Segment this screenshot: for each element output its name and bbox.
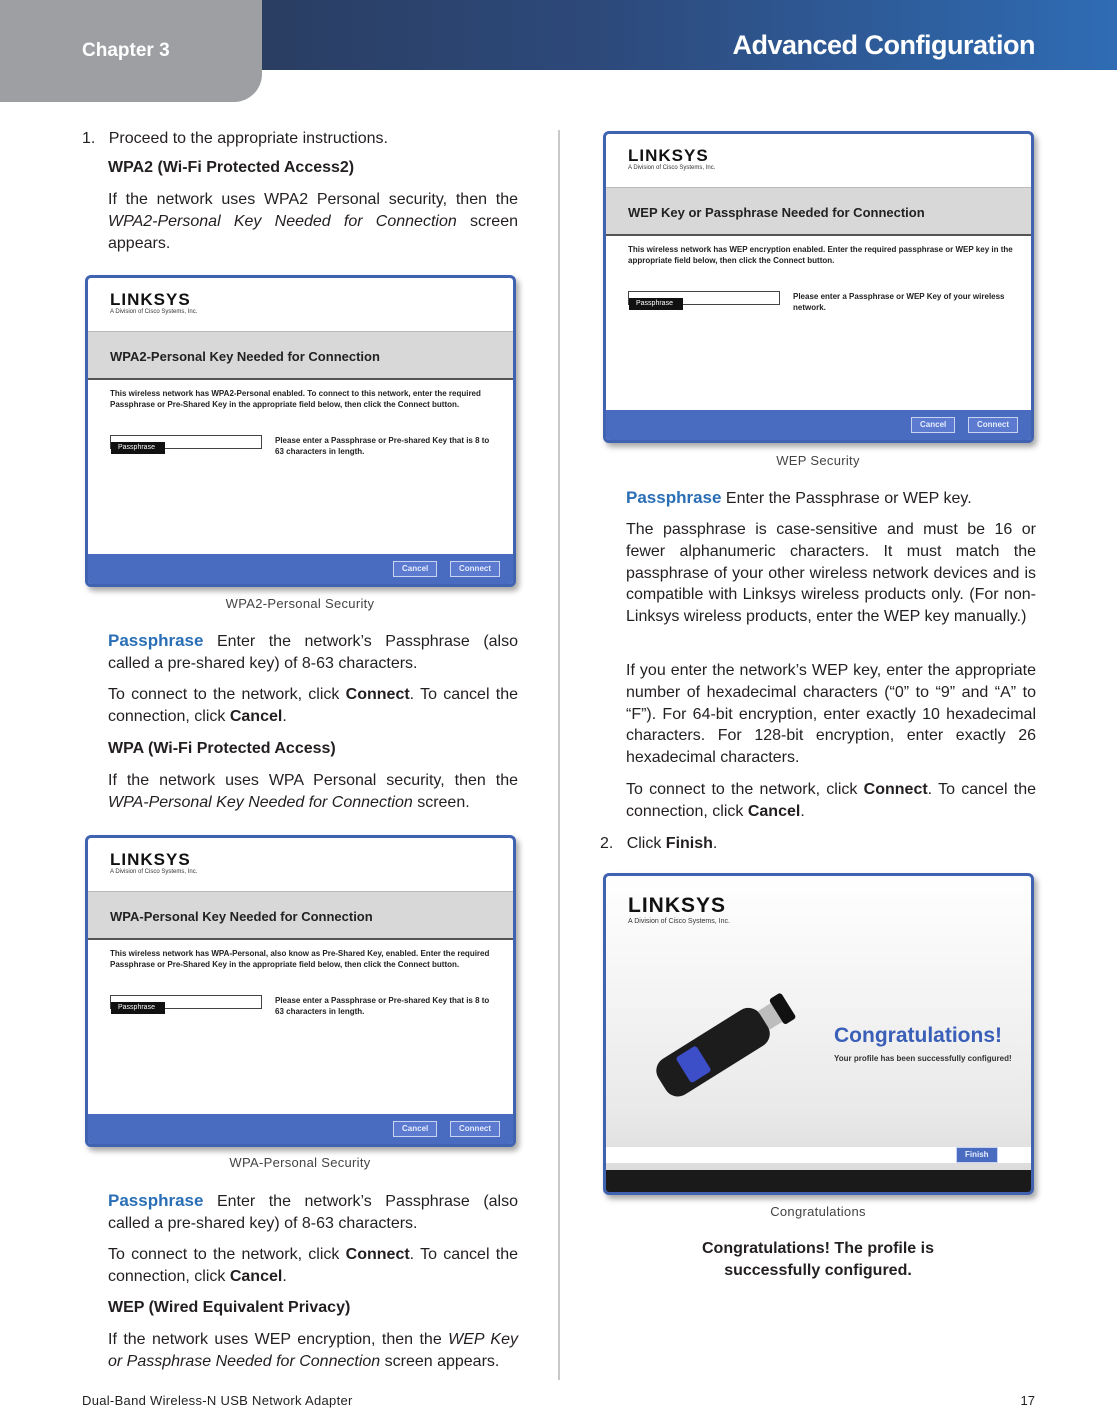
- passphrase-label: Passphrase: [629, 298, 683, 310]
- section-title: Advanced Configuration: [732, 30, 1035, 60]
- text-span: screen appears.: [380, 1352, 500, 1370]
- step-1: [82, 128, 522, 150]
- button-bar: [88, 554, 513, 584]
- wep-screenshot: [603, 131, 1034, 443]
- screen-title: WPA-Personal Key Needed for Connection: [110, 909, 373, 924]
- congratulations-message: Your profile has been successfully configured!: [834, 1054, 1012, 1063]
- screen-name: WEP Key or Passphrase Needed for Connection: [108, 1331, 518, 1370]
- connect-button[interactable]: Connect: [968, 417, 1018, 433]
- text-span: .: [800, 802, 805, 820]
- passphrase-hint: Please enter a Passphrase or Pre-shared Key that is 8 to 63 characters in length.: [275, 996, 490, 1016]
- text-span: . To cancel the connection, click: [108, 1246, 518, 1285]
- caption-congratulations: Congratulations: [770, 1204, 866, 1219]
- passphrase-hint: Please enter a Passphrase or Pre-shared Key that is 8 to 63 characters in length.: [275, 436, 490, 456]
- passphrase-label: Passphrase: [111, 442, 165, 454]
- logo-subtitle: A Division of Cisco Systems, Inc.: [110, 869, 198, 875]
- logo-subtitle: A Division of Cisco Systems, Inc.: [628, 165, 716, 171]
- page-number: 17: [1020, 1393, 1035, 1408]
- screen-description: This wireless network has WPA2-Personal enabled. To connect to this network, enter the required Passphrase or Pre-Shared Key in the appropriate field below, then click the Connect button.: [110, 389, 481, 409]
- wpa2-heading: WPA2 (Wi-Fi Protected Access2): [108, 159, 355, 176]
- passphrase-term: Passphrase: [626, 488, 722, 507]
- screen-title-bar: [88, 331, 513, 380]
- footer-product: Dual-Band Wireless-N USB Network Adapter: [82, 1393, 353, 1408]
- caption-wpa2: WPA2-Personal Security: [225, 596, 375, 611]
- screen-title-bar: [88, 891, 513, 940]
- passphrase-term: Passphrase: [108, 1191, 204, 1210]
- logo-subtitle: A Division of Cisco Systems, Inc.: [110, 309, 198, 315]
- button-row: [606, 1147, 1031, 1163]
- bottom-bar: [606, 1170, 1031, 1192]
- text-span: .: [712, 835, 718, 852]
- cancel-button[interactable]: Cancel: [393, 561, 437, 577]
- text-span: Enter the Passphrase or WEP key.: [721, 490, 972, 507]
- text-span: If the network uses WEP encryption, then the: [108, 1331, 449, 1348]
- passphrase-paragraph-2: [108, 1190, 518, 1235]
- linksys-logo: LINKSYS: [110, 850, 191, 869]
- caption-wpa: WPA-Personal Security: [229, 1155, 371, 1170]
- wpa-heading: WPA (Wi-Fi Protected Access): [108, 740, 336, 757]
- finish-button[interactable]: Finish: [956, 1147, 998, 1163]
- text-span: . To cancel the connection, click: [626, 781, 1036, 820]
- cancel-button[interactable]: Cancel: [911, 417, 955, 433]
- congratulations-title: Congratulations!: [834, 1024, 1002, 1047]
- wpa-screenshot: [85, 835, 516, 1147]
- passphrase-hint: Please enter a Passphrase or WEP Key of your wireless network.: [793, 292, 1005, 312]
- chapter-tab: [0, 0, 262, 102]
- caption-wep: WEP Security: [776, 453, 860, 468]
- text-span: Enter the network’s Passphrase (also called a pre-shared key) of 8-63 characters.: [108, 633, 518, 672]
- finish-term: Finish: [665, 835, 713, 852]
- text-span: screen.: [412, 793, 470, 811]
- connect-paragraph-3: [626, 779, 1036, 823]
- text-span: To connect to the network, click: [626, 781, 864, 798]
- connect-paragraph-2: [108, 1244, 518, 1288]
- screen-title: WPA2-Personal Key Needed for Connection: [110, 349, 380, 364]
- screen-title-bar: [606, 187, 1031, 236]
- congratulations-screenshot: [603, 873, 1034, 1195]
- passphrase-field[interactable]: [628, 291, 780, 305]
- connect-paragraph-1: [108, 684, 518, 728]
- text-span: screen appears.: [108, 212, 518, 252]
- wep-paragraph: [108, 1329, 518, 1373]
- step-number: 2.: [600, 835, 614, 852]
- chapter-label: Chapter 3: [82, 40, 170, 61]
- cancel-term: Cancel: [229, 707, 283, 725]
- linksys-logo: LINKSYS: [628, 894, 727, 917]
- text-span: Enter the network’s Passphrase (also called a pre-shared key) of 8-63 characters.: [108, 1193, 518, 1232]
- screen-title: WEP Key or Passphrase Needed for Connection: [628, 205, 925, 220]
- passphrase-detail: The passphrase is case-sensitive and must be 16 or fewer alphanumeric characters. It must match the passphrase of your other wireless network devices and is compatible with Linksys wireless products only. (For non-Linksys wireless products, enter the WEP key manually.): [626, 521, 1036, 626]
- step-text: Proceed to the appropriate instructions.: [108, 130, 388, 147]
- button-bar: [88, 1114, 513, 1144]
- passphrase-paragraph-3: [626, 487, 1036, 510]
- cancel-term: Cancel: [229, 1267, 283, 1285]
- cancel-term: Cancel: [747, 802, 801, 820]
- linksys-logo: LINKSYS: [628, 146, 709, 165]
- text-span: To connect to the network, click: [108, 686, 346, 703]
- passphrase-term: Passphrase: [108, 631, 204, 650]
- cancel-button[interactable]: Cancel: [393, 1121, 437, 1137]
- connect-term: Connect: [345, 686, 410, 703]
- column-divider: [558, 130, 560, 1380]
- screen-name: WPA2-Personal Key Needed for Connection: [108, 212, 457, 230]
- passphrase-field[interactable]: [110, 995, 262, 1009]
- wpa2-paragraph: [108, 189, 518, 254]
- logo-subtitle: A Division of Cisco Systems, Inc.: [628, 918, 730, 925]
- text-span: If the network uses WPA Personal security, then the: [108, 772, 518, 789]
- passphrase-field[interactable]: [110, 435, 262, 449]
- button-bar: [606, 410, 1031, 440]
- screen-name: WPA-Personal Key Needed for Connection: [108, 793, 413, 811]
- text-span: .: [282, 1267, 287, 1285]
- text-span: .: [282, 707, 287, 725]
- step-number: 1.: [82, 130, 96, 147]
- text-span: To connect to the network, click: [108, 1246, 346, 1263]
- text-span: . To cancel the connection, click: [108, 686, 518, 725]
- wep-key-paragraph: If you enter the network’s WEP key, enter the appropriate number of hexadecimal characters (“0” to “9” and “A” to “F”). For 64-bit encryption, enter exactly 10 hexadecimal characters. For 128-bit encryption, enter exactly 26 hexadecimal characters.: [626, 662, 1036, 767]
- passphrase-paragraph-1: [108, 630, 518, 675]
- step-2: [600, 833, 1040, 855]
- connect-term: Connect: [345, 1246, 410, 1263]
- screen-description: This wireless network has WEP encryption enabled. Enter the required passphrase or WEP key in the appropriate field below, then click the Connect button.: [628, 245, 1013, 265]
- step-text: Click: [626, 835, 666, 852]
- wpa-paragraph: [108, 770, 518, 814]
- passphrase-label: Passphrase: [111, 1002, 165, 1014]
- connect-term: Connect: [863, 781, 928, 798]
- text-span: If the network uses WPA2 Personal security, then the: [108, 191, 518, 208]
- linksys-logo: LINKSYS: [110, 290, 191, 309]
- screen-description: This wireless network has WPA-Personal, also know as Pre-Shared Key, enabled. Enter the required Passphrase or Pre-Shared Key in the appropriate field below, then click the Connect button.: [110, 949, 490, 969]
- final-message: Congratulations! The profile is successfully configured.: [701, 1240, 934, 1279]
- wpa2-screenshot: [85, 275, 516, 587]
- connect-button[interactable]: Connect: [450, 561, 500, 577]
- connect-button[interactable]: Connect: [450, 1121, 500, 1137]
- wep-heading: WEP (Wired Equivalent Privacy): [108, 1299, 351, 1316]
- usb-adapter-image: [636, 986, 806, 1106]
